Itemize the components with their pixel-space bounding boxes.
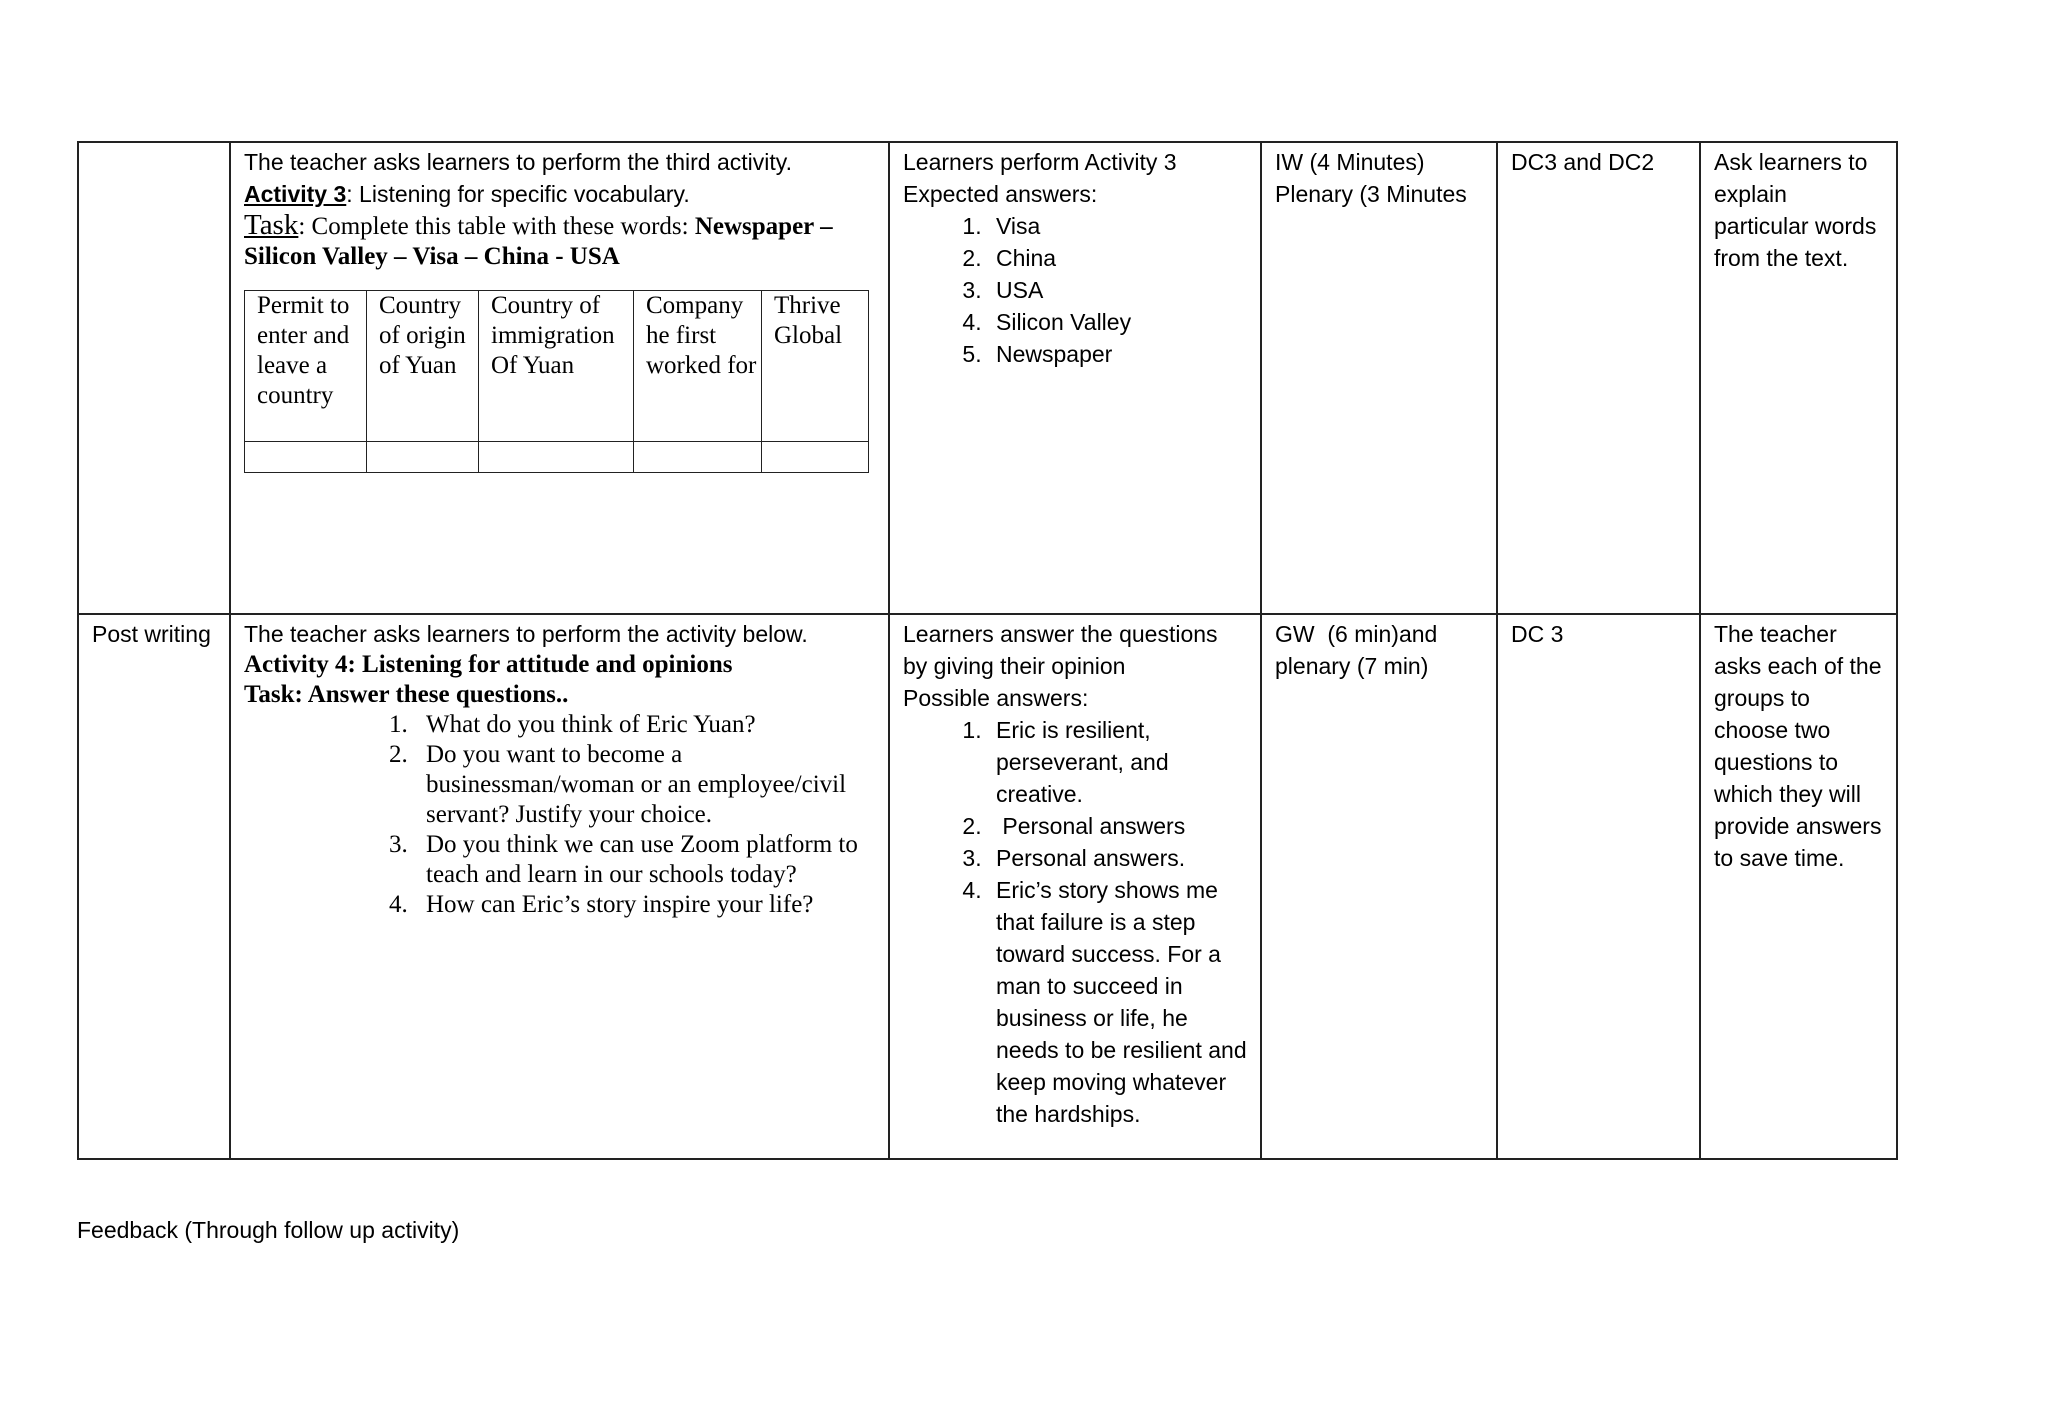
mode-line: Plenary (3 Minutes bbox=[1275, 181, 1467, 207]
list-item: 4. How can Eric’s story inspire your life? bbox=[414, 890, 876, 920]
learner-activity-cell bbox=[889, 142, 1261, 614]
learner-activity-cell bbox=[889, 614, 1261, 1159]
interaction-mode-cell bbox=[1261, 142, 1497, 614]
list-item: 4. Eric’s story shows me that failure is a step toward success. For a man to succeed in business or life, he needs to be resilient and keep moving whatever the hardships. bbox=[988, 874, 1248, 1130]
expected-label: Expected answers: bbox=[903, 181, 1098, 207]
list-item: 2. China bbox=[988, 242, 1248, 274]
vocab-answer-cell bbox=[245, 442, 367, 473]
feedback-note: Feedback (Through follow up activity) bbox=[77, 1217, 460, 1243]
activity-title: Activity 4: Listening for attitude and opinions bbox=[244, 651, 733, 678]
list-item: 3. USA bbox=[988, 274, 1248, 306]
learners-intro: Learners perform Activity 3 bbox=[903, 149, 1177, 175]
vocab-header: Country of origin of Yuan bbox=[367, 291, 479, 442]
list-item: 1. Visa bbox=[988, 210, 1248, 242]
activity-label: Activity 3 bbox=[244, 181, 347, 207]
task-line bbox=[244, 210, 876, 272]
learners-intro: Learners answer the questions by giving their opinion bbox=[903, 621, 1218, 679]
teacher-activity-cell bbox=[230, 614, 889, 1159]
teacher-intro: The teacher asks learners to perform the activity below. bbox=[244, 621, 808, 647]
list-item: 4. Silicon Valley bbox=[988, 306, 1248, 338]
possible-answers-list bbox=[903, 714, 1248, 1130]
list-item: 2. Do you want to become a businessman/woman or an employee/civil servant? Justify your choice. bbox=[414, 740, 876, 830]
lesson-plan-table bbox=[77, 141, 1898, 1160]
activity-line bbox=[244, 178, 876, 210]
list-item: 1. What do you think of Eric Yuan? bbox=[414, 710, 876, 740]
stage-cell: Post writing bbox=[78, 614, 230, 1159]
vocabulary-header-row bbox=[245, 291, 869, 442]
mode-line: IW (4 Minutes) bbox=[1275, 149, 1425, 175]
activity-text: : Listening for specific vocabulary. bbox=[346, 181, 690, 207]
competence-cell: DC 3 bbox=[1497, 614, 1700, 1159]
vocabulary-answer-row bbox=[245, 442, 869, 473]
task-words: Newspaper – Silicon Valley – Visa – China - USA bbox=[244, 213, 833, 270]
interaction-mode-cell: GW (6 min)and plenary (7 min) bbox=[1261, 614, 1497, 1159]
list-item: 3. Do you think we can use Zoom platform to teach and learn in our schools today? bbox=[414, 830, 876, 890]
teacher-activity-cell bbox=[230, 142, 889, 614]
task-label: Task bbox=[244, 209, 299, 241]
vocab-answer-cell bbox=[367, 442, 479, 473]
list-item: 3. Personal answers. bbox=[988, 842, 1248, 874]
teacher-intro: The teacher asks learners to perform the third activity. bbox=[244, 149, 792, 175]
list-item: 2. Personal answers bbox=[988, 810, 1248, 842]
possible-label: Possible answers: bbox=[903, 685, 1089, 711]
vocab-header: Company he first worked for bbox=[634, 291, 762, 442]
list-item: 5. Newspaper bbox=[988, 338, 1248, 370]
vocab-header: Thrive Global bbox=[762, 291, 869, 442]
vocab-header: Permit to enter and leave a country bbox=[245, 291, 367, 442]
task-text: : Complete this table with these words: bbox=[298, 213, 695, 240]
stage-cell bbox=[78, 142, 230, 614]
task-title: Task: Answer these questions.. bbox=[244, 681, 569, 708]
questions-list bbox=[244, 710, 876, 920]
vocab-header: Country of immigration Of Yuan bbox=[479, 291, 634, 442]
vocab-answer-cell bbox=[762, 442, 869, 473]
expected-answers-list bbox=[903, 210, 1248, 370]
vocabulary-table bbox=[244, 290, 869, 473]
competence-cell: DC3 and DC2 bbox=[1497, 142, 1700, 614]
vocab-answer-cell bbox=[479, 442, 634, 473]
assessment-cell: The teacher asks each of the groups to choose two questions to which they will provide answers to save time. bbox=[1700, 614, 1897, 1159]
vocab-answer-cell bbox=[634, 442, 762, 473]
list-item: 1. Eric is resilient, perseverant, and creative. bbox=[988, 714, 1248, 810]
assessment-cell: Ask learners to explain particular words from the text. bbox=[1700, 142, 1897, 614]
table-row bbox=[78, 614, 1897, 1159]
table-row bbox=[78, 142, 1897, 614]
